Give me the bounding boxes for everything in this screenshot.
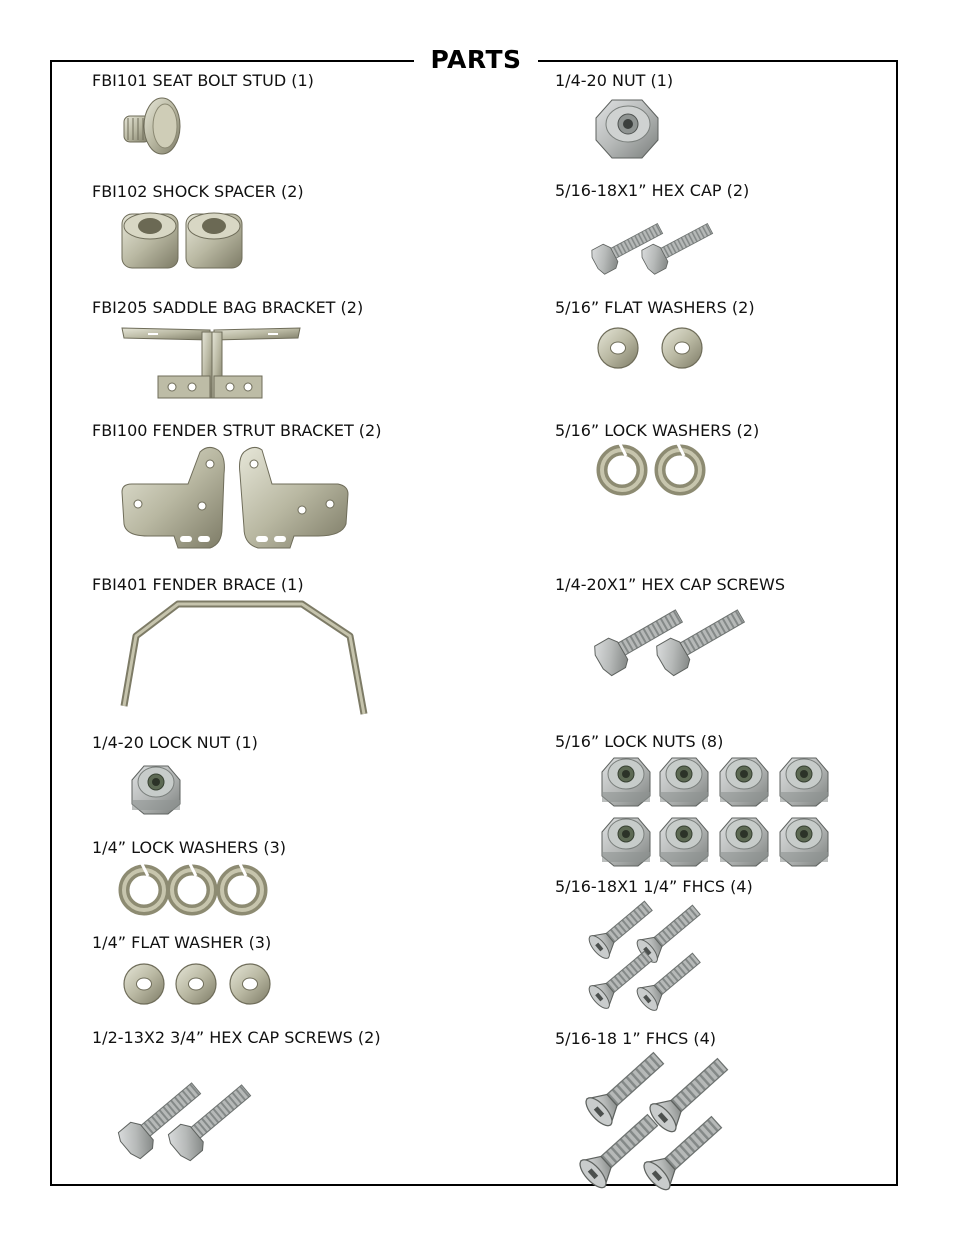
part-label-seat-bolt-stud: FBI101 SEAT BOLT STUD (1) [92,71,314,90]
part-label-five-sixteenths-lock-nuts: 5/16” LOCK NUTS (8) [555,732,724,751]
lock-washer-icon [120,866,270,921]
part-label-five-sixteenths-hex-cap: 5/16-18X1” HEX CAP (2) [555,181,750,200]
part-label-shock-spacer: FBI102 SHOCK SPACER (2) [92,182,304,201]
part-label-fender-brace: FBI401 FENDER BRACE (1) [92,575,304,594]
part-label-five-sixteenths-lock-washers: 5/16” LOCK WASHERS (2) [555,421,760,440]
part-label-fender-strut-bracket: FBI100 FENDER STRUT BRACKET (2) [92,421,382,440]
part-label-quarter-lock-washers: 1/4” LOCK WASHERS (3) [92,838,287,857]
hex-cap-screw-icon [594,598,744,679]
hex-nut-icon [592,96,664,167]
fender-strut-bracket-icon [118,444,358,559]
lock-washer-icon [596,446,716,503]
part-label-saddle-bag-bracket: FBI205 SADDLE BAG BRACKET (2) [92,298,364,317]
part-label-quarter-hex-cap-screws: 1/4-20X1” HEX CAP SCREWS [555,575,785,594]
fender-brace-icon [118,598,378,727]
hex-cap-screw-icon [592,204,732,279]
hex-cap-screw-icon [118,1052,278,1157]
shock-spacer-icon [118,204,248,281]
flat-head-screw-icon [594,900,704,1009]
part-label-five-sixteenths-flat-washers: 5/16” FLAT WASHERS (2) [555,298,755,317]
part-label-five-sixteenths-fhcs-one-inch: 5/16-18 1” FHCS (4) [555,1029,717,1048]
seat-bolt-stud-icon [118,94,188,164]
lock-nut-icon [122,756,192,827]
part-label-quarter-flat-washer: 1/4” FLAT WASHER (3) [92,933,272,952]
flat-washer-icon [594,324,714,379]
part-label-lock-nut: 1/4-20 LOCK NUT (1) [92,733,258,752]
saddle-bag-bracket-icon [118,324,308,409]
lock-nut-icon [598,752,834,875]
flat-head-screw-icon [590,1046,750,1181]
flat-washer-icon [120,962,280,1015]
part-label-half-inch-hex-cap-screws: 1/2-13X2 3/4” HEX CAP SCREWS (2) [92,1028,381,1047]
part-label-hex-nut: 1/4-20 NUT (1) [555,71,674,90]
part-label-five-sixteenths-fhcs-one-quarter: 5/16-18X1 1/4” FHCS (4) [555,877,753,896]
page-title: PARTS [414,42,538,78]
